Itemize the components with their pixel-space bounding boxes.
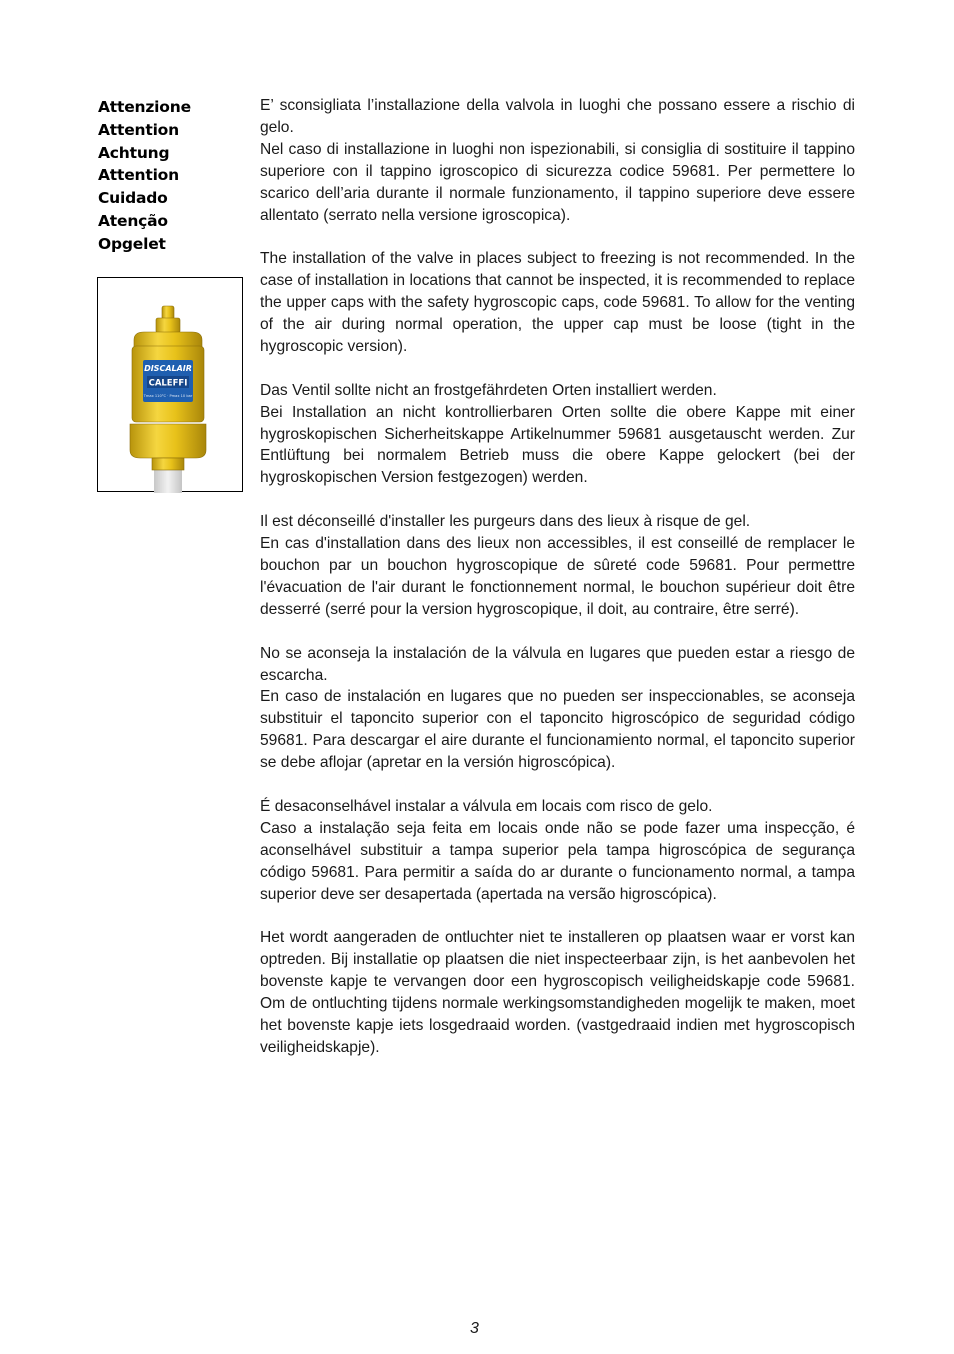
paragraph-it [260, 95, 855, 226]
valve-shoulder [134, 332, 202, 348]
warning-heading-pt: Atenção [98, 211, 168, 230]
paragraph-nl [260, 927, 855, 1058]
badge-spec-text: Tmax 110°C · Pmax 10 bar [143, 394, 193, 398]
paragraph-es-line-1: No se aconseja la instalación de la válvula en lugares que pueden estar a riesgo de escarcha. [260, 644, 855, 684]
warning-heading-fr: Attention [98, 166, 179, 185]
paragraph-es [260, 643, 855, 774]
air-vent-illustration [97, 277, 243, 492]
page-number: 3 [470, 1320, 479, 1337]
valve-nut [152, 458, 184, 470]
paragraph-it-line-2: Nel caso di installazione in luoghi non ispezionabili, si consiglia di sostituire il tappino superiore con il tappino igroscopico di sicurezza codice 59681. Per permettere lo scarico dell’aria durante il normale funzionamento, il tappino superiore deve essere allentato (serrato nella versione igroscopica). [260, 140, 855, 224]
paragraph-pt-line-1: É desaconselhável instalar a válvula em locais com risco de gelo. [260, 797, 713, 815]
valve-lower-body [130, 424, 206, 458]
paragraph-fr [260, 511, 855, 621]
warning-heading-de: Achtung [98, 143, 170, 162]
paragraph-nl-line-1: Het wordt aangeraden de ontluchter niet te installeren op plaatsen waar er vorst kan optreden. Bij installatie op plaatsen die niet inspecteerbaar zijn, is het aanbevolen het bovenste kapje te vervangen door een hygroscopisch veiligheidskapje code 59681. Om de ontluchting tijdens normale werkingsomstandigheden mogelijk te maken, moet het bovenste kapje iets losgedraaid worden. (vastgedraaid indien met hygroscopisch veiligheidskapje). [260, 929, 855, 1056]
paragraph-fr-line-1: Il est déconseillé d'installer les purgeurs dans des lieux à risque de gel. [260, 513, 751, 531]
paragraph-de [260, 380, 855, 490]
paragraph-fr-line-2: En cas d'installation dans des lieux non accessibles, il est conseillé de remplacer le bouchon par un bouchon hygroscopique de sûreté code 59681. Pour permettre l'évacuation de l'air durant le fonctionnement normal, le bouchon supérieur doit être desserré (serré pour la version hygroscopique, il doit, au contraire, être serré). [260, 535, 855, 618]
paragraph-it-line-1: E’ sconsigliata l’installazione della valvola in luoghi che possano essere a rischio di gelo. [260, 97, 855, 136]
warning-headings [98, 96, 248, 256]
pipe-stub [154, 468, 182, 493]
warning-heading-es: Cuidado [98, 189, 168, 208]
warning-heading-it: Attenzione [98, 98, 191, 116]
top-cap [156, 318, 180, 333]
paragraph-de-line-2: Bei Installation an nicht kontrollierbaren Orten sollte die obere Kappe mit einer hygroskopischen Sicherheitskappe Artikelnummer 59681 ausgetauscht werden. Zur Entlüftung bei normalem Betrieb muss die obere Kappe gelockert (bei der hygroskopischen Version festgezogen) werden. [260, 403, 855, 487]
badge-brand-text: DISCALAIR [144, 364, 192, 373]
paragraph-en-line-1: The installation of the valve in places subject to freezing is not recommended. In the case of installation in locations that cannot be inspected, it is recommended to replace the upper caps with the safety hygroscopic caps, code 59681. To allow for the venting of the air during normal operation, the upper cap must be loose (tight in the hygroscopic version). [260, 250, 855, 355]
warning-heading-nl: Opgelet [98, 234, 166, 253]
paragraph-pt [260, 796, 855, 906]
paragraph-pt-line-2: Caso a instalação seja feita em locais onde não se pode fazer uma inspecção, é aconselhável substituir a tampa superior pela tampa higroscópica de segurança código 59681. Para permitir a saída do ar durante o funcionamento normal, a tampa superior deve ser desapertada (apertada na versão higroscópica). [260, 819, 855, 903]
instructions-column [260, 95, 855, 1081]
paragraph-de-line-1: Das Ventil sollte nicht an frostgefährdeten Orten installiert werden. [260, 381, 717, 399]
paragraph-es-line-2: En caso de instalación en lugares que no pueden ser inspeccionables, se aconseja substituir el taponcito superior con el taponcito higroscópico de seguridad código 59681. Para descargar el aire durante el funcionamiento normal, el taponcito superior se debe aflojar (apretar en la versión higroscópica). [260, 688, 855, 772]
warning-heading-en: Attention [98, 120, 179, 139]
badge-maker-text: CALEFFI [148, 378, 188, 389]
air-vent-valve-drawing [98, 278, 244, 493]
paragraph-en [260, 248, 855, 358]
